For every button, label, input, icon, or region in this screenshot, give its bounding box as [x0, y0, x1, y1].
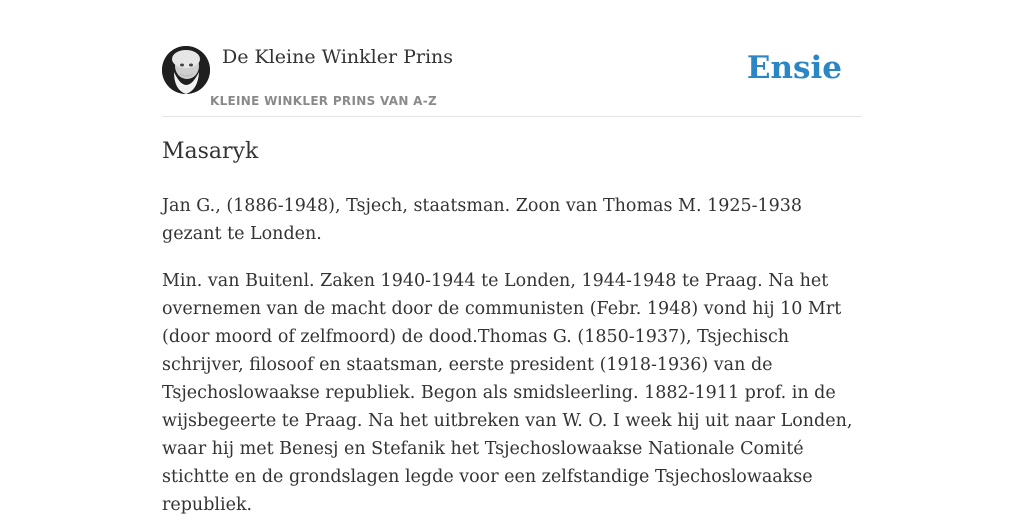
portrait-icon	[162, 46, 210, 94]
source-header	[162, 0, 862, 117]
brand-logo[interactable]: Ensie	[746, 50, 842, 86]
page-container	[162, 0, 862, 515]
author-avatar[interactable]	[162, 46, 210, 94]
source-subtitle[interactable]: KLEINE WINKLER PRINS VAN A-Z	[210, 94, 438, 108]
entry-paragraph-1: Jan G., (1886-1948), Tsjech, staatsman. Zoon van Thomas M. 1925-1938 gezant te Londen.	[162, 196, 803, 244]
entry-title: Masaryk	[162, 139, 259, 164]
source-title[interactable]: De Kleine Winkler Prins	[222, 46, 454, 68]
entry-paragraph-2: Min. van Buitenl. Zaken 1940-1944 te Londen, 1944-1948 te Praag. Na het overnemen van de macht door de communisten (Febr. 1948) vond hij 10 Mrt (door moord of zelfmoord) de dood.Thomas G. (1850-1937), Tsjechisch schrijver, filosoof en staatsman, eerste president (1918-1936) van de Tsjechoslowaakse republiek. Begon als smidsleerling. 1882-1911 prof. in de wijsbegeerte te Praag. Na het uitbreken van W. O. I week hij uit naar Londen, waar hij met Benesj en Stefanik het Tsjechoslowaakse Nationale Comité stichtte en de grondslagen legde voor een zelfstandige Tsjechoslowaakse republiek.	[162, 271, 853, 515]
